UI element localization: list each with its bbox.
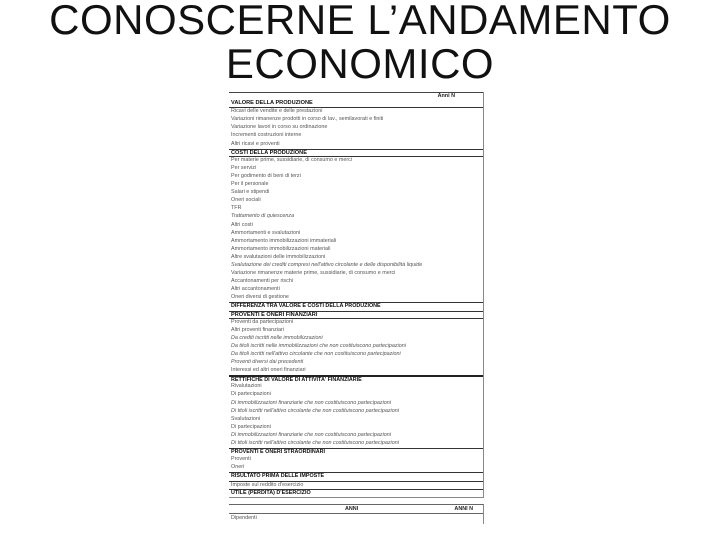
table-row: Ammortamenti e svalutazioni — [231, 229, 301, 236]
table-row: Trattamento di quiescenza — [231, 213, 295, 220]
table-row: Proventi da partecipazioni — [231, 318, 294, 325]
table-row: Accantonamenti per rischi — [231, 278, 294, 285]
table-row: Di partecipazioni — [231, 391, 271, 398]
table-row: Di titoli iscritti nell'attivo circolante che non costituiscono partecipazioni — [231, 407, 399, 414]
table-row: VALORE DELLA PRODUZIONE — [229, 100, 483, 108]
table-row: Ammortamento immobilizzazioni immateriali — [231, 237, 337, 244]
table-row: Imposte sul reddito d'esercizio — [229, 481, 483, 489]
table-row: Proventi — [231, 456, 251, 463]
table-row: Di immobilizzazioni finanziarie che non costituiscono partecipazioni — [231, 399, 392, 406]
table-row: Salari e stipendi — [231, 189, 270, 196]
table-row: Ricavi delle vendite e delle prestazioni — [231, 108, 323, 115]
table-row: Altri accantonamenti — [231, 286, 280, 293]
table-row: Incrementi costruzioni interne — [231, 132, 302, 139]
table-row: Altri ricavi e proventi — [231, 140, 280, 147]
table-row: Oneri diversi di gestione — [231, 294, 289, 301]
table-row: RETTIFICHE DI VALORE DI ATTIVITA' FINANZIARIE — [229, 375, 483, 383]
table-row: Dipendenti — [229, 513, 483, 522]
table-row: Rivalutazioni — [231, 383, 262, 390]
table-row: Proventi diversi dai precedenti — [231, 359, 304, 366]
income-statement-rows — [229, 100, 483, 497]
table-row: Per il personale — [231, 181, 269, 188]
table-row: Per materie prime, sussidiarie, di consumo e merci — [231, 156, 353, 163]
table-row: Di partecipazioni — [231, 423, 271, 430]
table-row: Variazione lavori in corso su ordinazione — [231, 124, 328, 131]
employees-table-header — [229, 505, 483, 513]
table-row: Altre svalutazioni delle immobilizzazioni — [231, 253, 326, 260]
table-row: PROVENTI E ONERI STRAORDINARI — [229, 448, 483, 456]
title-line-2: ECONOMICO — [225, 40, 495, 87]
table-row: Di titoli iscritti nell'attivo circolante che non costituiscono partecipazioni — [231, 440, 399, 447]
table-row: Ammortamento immobilizzazioni materiali — [231, 245, 331, 252]
employees-table — [229, 504, 484, 524]
table-row: Svalutazioni — [231, 415, 261, 422]
table-row: COSTI DELLA PRODUZIONE — [229, 149, 483, 157]
table-row: Di immobilizzazioni finanziarie che non costituiscono partecipazioni — [231, 431, 392, 438]
income-statement-table — [229, 92, 484, 498]
col-anni: ANNI — [345, 506, 359, 512]
table-row: Svalutazione dei crediti compresi nell'attivo circolante e delle disponibilità liquide — [231, 261, 423, 268]
table-row: PROVENTI E ONERI FINANZIARI — [229, 311, 483, 319]
table-row: Da crediti iscritti nelle immobilizzazioni — [231, 334, 323, 341]
table-row: Variazioni rimanenze prodotti in corso di lav., semilavorati e finiti — [231, 116, 384, 123]
slide-title — [0, 0, 720, 86]
col-anni-n: ANNI N — [454, 506, 473, 512]
table-row: Altri costi — [231, 221, 253, 228]
column-header: Anni N — [229, 92, 483, 100]
table-row: Oneri sociali — [231, 197, 261, 204]
table-row: UTILE (PERDITA) D'ESERCIZIO — [229, 489, 483, 497]
table-row: TFR — [231, 205, 242, 212]
table-row: Altri proventi finanziari — [231, 326, 285, 333]
table-row: Per servizi — [231, 164, 257, 171]
table-row: RISULTATO PRIMA DELLE IMPOSTE — [229, 472, 483, 480]
table-row: DIFFERENZA TRA VALORE E COSTI DELLA PRODUZIONE — [229, 302, 483, 310]
table-row: Per godimento di beni di terzi — [231, 172, 301, 179]
table-row: Variazione rimanenze materie prime, sussidiarie, di consumo e merci — [231, 270, 396, 277]
table-row: Interessi ed altri oneri finanziari — [231, 367, 306, 374]
table-row: Da titoli iscritti nell'attivo circolante che non costituiscono partecipazioni — [231, 351, 401, 357]
table-row: Da titoli iscritti nelle immobilizzazioni che non costituiscono partecipazioni — [231, 342, 406, 349]
title-line-1: CONOSCERNE L’ANDAMENTO — [49, 0, 671, 43]
table-row: Oneri — [231, 464, 245, 471]
